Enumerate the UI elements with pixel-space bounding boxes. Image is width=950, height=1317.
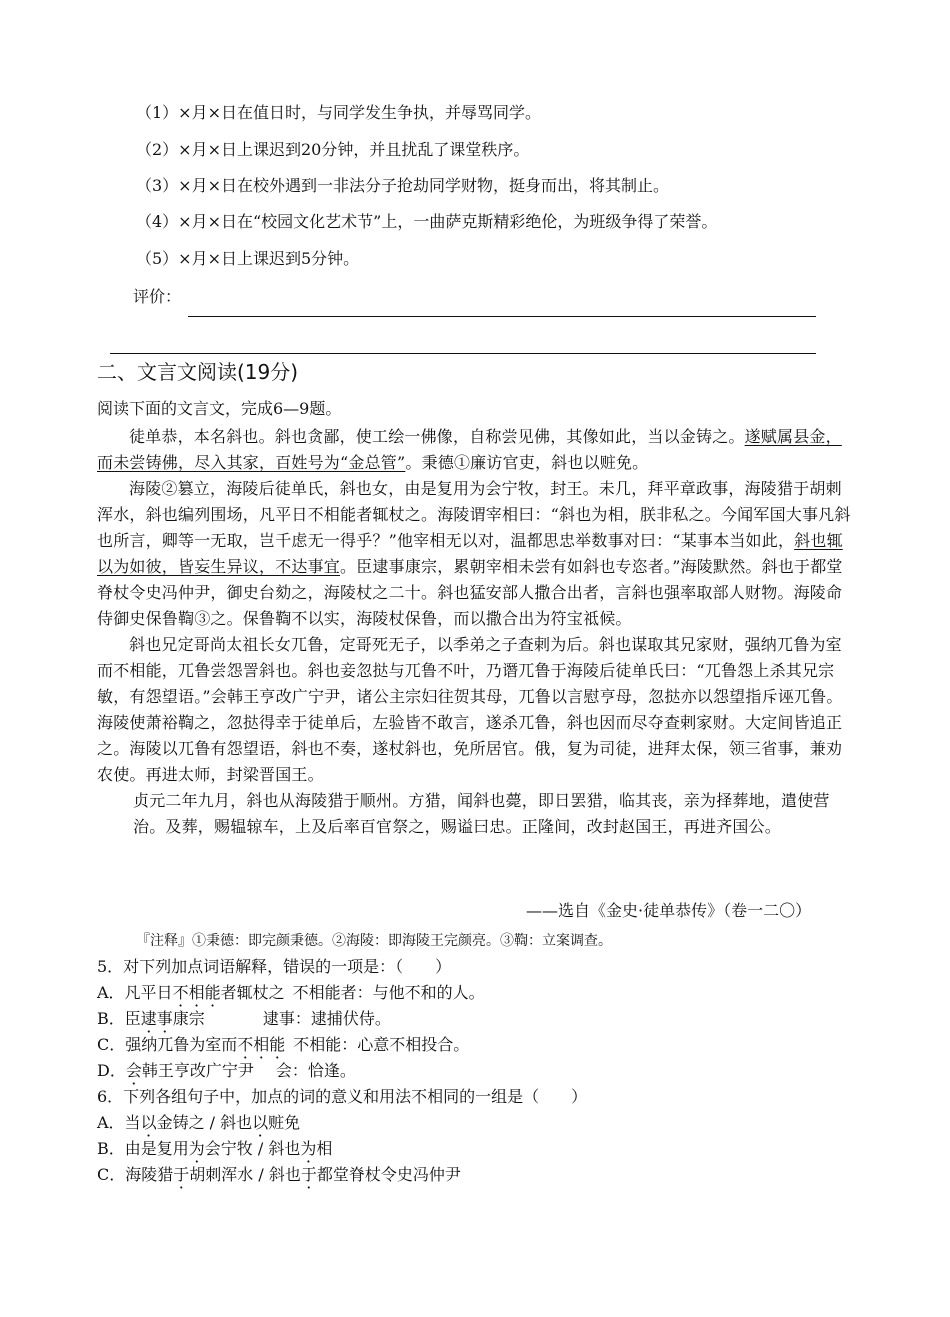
emphasized-word [252,1113,268,1132]
emphasized-word [301,1165,317,1184]
emphasized-word [126,1061,142,1080]
q5-stem: 5．对下列加点词语解释，错误的一项是：（ ） [97,957,452,976]
record-3: （3）×月×日在校外遇到一非法分子抢劫同学财物，挺身而出，将其制止。 [136,176,669,195]
emphasized-word [173,983,221,1002]
instruction: 阅读下面的文言文，完成6—9题。 [97,399,342,418]
passage-paragraph-4: 贞元二年九月，斜也从海陵猎于顺州。方猎，闻斜也薨，即日罢猎，临其丧，亲为择葬地，遣使营治。及葬，赐辒辌车，上及后率百官祭之，赐谥曰忠。正隆间，改封赵国王，再进齐国公。 [133,791,830,836]
passage-paragraph-2: 海陵②篡立，海陵后徒单氏，斜也女，由是复用为会宁牧，封王。未几，拜平章政事，海陵猎于胡刺浑水，斜也编列围场，凡平日不相能者辄杖之。海陵谓宰相曰：“斜也为相，朕非私之。今闻军国大事凡斜也所言，卿等一无取，岂千虑无一得乎？”他宰相无以对，温都思忠举数事对曰：“某事本当如此，斜也辄以为如彼，皆妄生异议，不达事宜。臣逮事康宗，累朝宰相未尝有如斜也专恣者。”海陵默然。斜也于都堂脊杖令史冯仲尹，御史台劾之，海陵杖之二十。斜也猛安部人撒合出者，言斜也强率取部人财物。海陵命侍御史保鲁鞫③之。保鲁鞫不以实，海陵杖保鲁，而以撒合出为符宝祗候。 [97,479,851,628]
q5-option-d[interactable]: D．会韩王亨改广宁尹 会：恰逢。 [97,1061,356,1080]
record-2: （2）×月×日上课迟到20分钟，并且扰乱了课堂秩序。 [136,140,530,159]
q5-option-b[interactable]: B．臣逮事康宗 逮事：逮捕伏侍。 [97,1009,391,1028]
record-1: （1）×月×日在值日时，与同学发生争执，并辱骂同学。 [136,103,541,122]
emphasized-word [189,1139,205,1158]
notes: 『注释』①秉德：即完颜秉德。②海陵：即海陵王完颜亮。③鞫：立案调查。 [136,933,612,949]
passage [97,424,857,840]
emphasized-word [300,1139,316,1158]
emphasis-char: 相 [253,1035,270,1054]
record-5: （5）×月×日上课迟到5分钟。 [136,249,360,268]
emphasis-char: 逮 [140,1009,157,1028]
emphasized-word [173,1165,189,1184]
emphasis-char: 以 [252,1113,269,1132]
underlined-sentence-2: 斜也辄以为如彼，皆妄生异议，不达事宜 [97,531,843,576]
emphasis-char: 事 [156,1009,173,1028]
answer-line-1[interactable] [188,316,816,317]
emphasis-char: 能 [269,1035,286,1054]
emphasis-char: 会 [125,1061,142,1080]
source-citation: ——选自《金史·徒单恭传》（卷一二〇） [526,901,812,920]
emphasis-char: 不 [172,983,189,1002]
emphasized-word [237,1035,285,1054]
record-4: （4）×月×日在“校园文化艺术节”上，一曲萨克斯精彩绝伦，为班级争得了荣誉。 [136,212,718,231]
emphasis-char: 为 [188,1139,205,1158]
answer-line-2[interactable] [110,353,816,354]
q6-option-c[interactable]: C．海陵猎于胡刺浑水 / 斜也于都堂脊杖令史冯仲尹 [97,1165,461,1184]
emphasized-word [141,1009,173,1028]
emphasized-word [141,1113,157,1132]
emphasis-char: 能 [204,983,221,1002]
q6-option-a[interactable]: A．当以金铸之 / 斜也以赃免 [97,1113,301,1132]
emphasis-char: 以 [140,1113,157,1132]
evaluation-label: 评价： [133,287,182,306]
q5-option-c[interactable]: C．强纳兀鲁为室而不相能 不相能：心意不相投合。 [97,1035,470,1054]
underlined-sentence-1: 遂赋属县金，而未尝铸佛，尽入其家，百姓号为“金总管” [97,427,842,472]
emphasis-char: 不 [237,1035,254,1054]
q5-option-a[interactable]: A．凡平日不相能者辄杖之 不相能者：与他不和的人。 [97,983,485,1002]
section-title: 二、文言文阅读(19分) [97,360,299,384]
passage-paragraph-3: 斜也兄定哥尚太祖长女兀鲁，定哥死无子，以季弟之子查剌为后。斜也谋取其兄家财，强纳兀鲁为室而不相能，兀鲁尝怨詈斜也。斜也妾忽挞与兀鲁不叶，乃谮兀鲁于海陵后徒单氏曰：“兀鲁怨上杀其兄宗敏，有怨望语。”会韩王亨改广宁尹，诸公主宗妇往贺其母，兀鲁以言慰亨母，忽挞亦以怨望指斥诬兀鲁。海陵使萧裕鞫之，忽挞得幸于徒单后，左验皆不敢言，遂杀兀鲁，斜也因而尽夺查剌家财。大定间皆追正之。海陵以兀鲁有怨望语，斜也不奏，遂杖斜也，免所居官。俄，复为司徒，进拜太保，领三省事，兼劝农使。再进太师，封梁晋国王。 [97,635,843,784]
q6-stem: 6．下列各组句子中，加点的词的意义和用法不相同的一组是（ ） [97,1087,588,1106]
emphasis-char: 于 [300,1165,317,1184]
passage-paragraph-1: 徒单恭，本名斜也。斜也贪鄙，使工绘一佛像，自称尝见佛，其像如此，当以金铸之。遂赋属县金，而未尝铸佛，尽入其家，百姓号为“金总管”。秉德①廉访官吏，斜也以赃免。 [97,427,842,472]
q6-option-b[interactable]: B．由是复用为会宁牧 / 斜也为相 [97,1139,333,1158]
emphasis-char: 为 [300,1139,317,1158]
emphasis-char: 相 [188,983,205,1002]
emphasis-char: 于 [173,1165,190,1184]
